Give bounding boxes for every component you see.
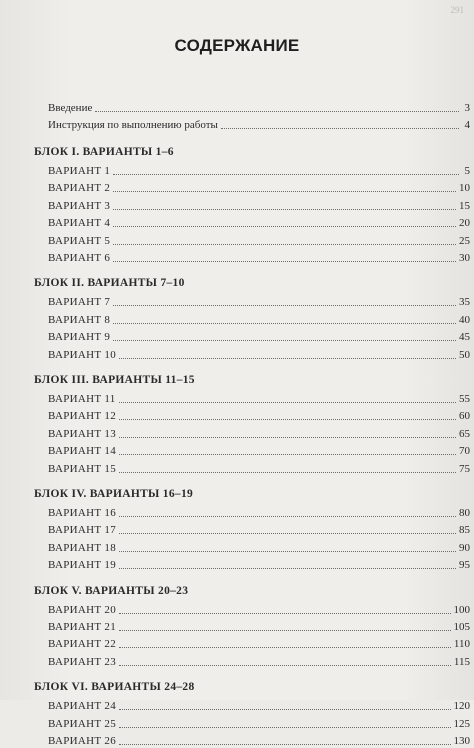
- toc-entry-page-number: 5: [464, 165, 470, 177]
- toc-variant-entry: [0, 557, 474, 572]
- toc-entry-label: ВАРИАНТ 4: [48, 217, 111, 230]
- dot-leader: [119, 708, 450, 710]
- toc-entry-label: ВАРИАНТ 19: [48, 559, 117, 572]
- toc-entry-page-number: 70: [459, 445, 470, 458]
- toc-entry-label: ВАРИАНТ 18: [48, 541, 117, 554]
- toc-entry-page-number: 110: [453, 638, 470, 651]
- toc-variant-entry: [0, 733, 474, 748]
- dot-leader: [113, 260, 456, 262]
- toc-variant-entry: [0, 250, 474, 265]
- dot-leader: [113, 173, 459, 175]
- toc-variant-entry: [0, 602, 474, 617]
- dot-leader: [113, 225, 456, 227]
- toc-entry-label: ВАРИАНТ 16: [48, 507, 117, 519]
- toc-variant-entry: [0, 347, 474, 362]
- toc-entry-label: Введение: [48, 102, 93, 114]
- toc-entry-page-number: 85: [459, 524, 470, 537]
- toc-entry-label: ВАРИАНТ 25: [48, 717, 117, 730]
- dot-leader: [119, 664, 451, 666]
- toc-entry-page-number: 90: [459, 541, 470, 554]
- toc-entry-page-number: 95: [459, 559, 470, 572]
- toc-variant-entry: [0, 233, 474, 248]
- toc-variant-entry: [0, 215, 474, 230]
- toc-variant-entry: [0, 522, 474, 537]
- toc-entry-page-number: 15: [459, 199, 470, 212]
- toc-entry-page-number: 130: [453, 735, 470, 747]
- toc-variant-entry: [0, 716, 474, 731]
- toc-entry-page-number: 105: [453, 621, 470, 633]
- toc-entry-page-number: 125: [453, 717, 470, 730]
- toc-variant-entry: [0, 443, 474, 458]
- toc-entry-label: ВАРИАНТ 21: [48, 621, 117, 633]
- toc-entry-page-number: 4: [464, 119, 470, 131]
- toc-entry-page-number: 3: [464, 102, 470, 114]
- toc-front-entry: [0, 100, 474, 115]
- dot-leader: [119, 515, 456, 517]
- toc-entry-label: ВАРИАНТ 13: [48, 427, 117, 440]
- toc-entry-page-number: 30: [459, 252, 470, 264]
- toc-entry-label: ВАРИАНТ 8: [48, 313, 111, 326]
- dot-leader: [113, 322, 456, 324]
- page-number-bleed: 291: [450, 5, 464, 15]
- dot-leader: [119, 532, 456, 534]
- toc-variant-entry: [0, 391, 474, 406]
- toc-variant-entry: [0, 408, 474, 423]
- toc-block-heading: БЛОК V. ВАРИАНТЫ 20–23: [34, 584, 189, 597]
- page-title: СОДЕРЖАНИЕ: [174, 36, 300, 55]
- dot-leader: [119, 436, 456, 438]
- toc-variant-entry: [0, 294, 474, 309]
- dot-leader: [119, 567, 456, 569]
- toc-block-heading: БЛОК II. ВАРИАНТЫ 7–10: [34, 277, 185, 290]
- toc-variant-entry: [0, 540, 474, 555]
- toc-entry-page-number: 25: [459, 234, 470, 247]
- toc-entry-label: ВАРИАНТ 7: [48, 296, 111, 309]
- toc-entry-page-number: 100: [453, 603, 470, 616]
- toc-entry-label: ВАРИАНТ 24: [48, 700, 117, 713]
- toc-entry-label: ВАРИАНТ 10: [48, 348, 117, 361]
- toc-entry-label: ВАРИАНТ 12: [48, 410, 117, 423]
- dot-leader: [119, 743, 450, 745]
- toc-entry-page-number: 10: [459, 182, 470, 195]
- toc-entry-page-number: 115: [453, 655, 470, 668]
- dot-leader: [119, 646, 451, 648]
- toc-entry-page-number: 45: [459, 331, 470, 344]
- toc-entry-label: ВАРИАНТ 23: [48, 655, 117, 668]
- toc-entry-page-number: 40: [459, 313, 470, 326]
- toc-entry-label: ВАРИАНТ 26: [48, 735, 117, 747]
- dot-leader: [119, 357, 456, 359]
- toc-variant-entry: [0, 619, 474, 634]
- toc-variant-entry: [0, 198, 474, 213]
- toc-entry-label: ВАРИАНТ 1: [48, 165, 111, 177]
- toc-entry-page-number: 20: [459, 217, 470, 230]
- toc-entry-label: ВАРИАНТ 2: [48, 182, 111, 195]
- toc-variant-entry: [0, 180, 474, 195]
- dot-leader: [119, 726, 450, 728]
- toc-entry-label: ВАРИАНТ 15: [48, 462, 117, 475]
- dot-leader: [221, 127, 459, 129]
- toc-block-heading: БЛОК IV. ВАРИАНТЫ 16–19: [34, 488, 194, 500]
- toc-variant-entry: [0, 426, 474, 441]
- toc-entry-page-number: 120: [453, 700, 470, 713]
- dot-leader: [113, 190, 456, 192]
- dot-leader: [119, 629, 450, 631]
- toc-block-heading: БЛОК III. ВАРИАНТЫ 11–15: [34, 374, 195, 386]
- dot-leader: [119, 453, 456, 455]
- toc-variant-entry: [0, 312, 474, 327]
- toc-entry-page-number: 80: [459, 507, 470, 519]
- dot-leader: [113, 243, 456, 245]
- toc-entry-page-number: 75: [459, 462, 470, 475]
- toc-entry-label: ВАРИАНТ 6: [48, 252, 111, 264]
- dot-leader: [119, 418, 456, 420]
- toc-variant-entry: [0, 636, 474, 651]
- dot-leader: [113, 208, 456, 210]
- toc-entry-label: ВАРИАНТ 20: [48, 603, 117, 616]
- dot-leader: [119, 612, 450, 614]
- toc-entry-page-number: 50: [459, 348, 470, 361]
- toc-variant-entry: [0, 163, 474, 178]
- dot-leader: [119, 471, 456, 473]
- toc-variant-entry: [0, 461, 474, 476]
- toc-entry-label: ВАРИАНТ 3: [48, 199, 111, 212]
- dot-leader: [119, 401, 456, 403]
- dot-leader: [119, 550, 456, 552]
- toc-entry-page-number: 65: [459, 427, 470, 440]
- toc-entry-label: ВАРИАНТ 9: [48, 331, 111, 344]
- toc-entry-label: ВАРИАНТ 17: [48, 524, 117, 537]
- toc-block-heading: БЛОК VI. ВАРИАНТЫ 24–28: [34, 681, 195, 694]
- toc-entry-label: ВАРИАНТ 11: [48, 393, 116, 405]
- toc-entry-label: Инструкция по выполнению работы: [48, 119, 218, 131]
- toc-entry-label: ВАРИАНТ 5: [48, 234, 111, 247]
- toc-variant-entry: [0, 329, 474, 344]
- dot-leader: [95, 110, 459, 112]
- toc-variant-entry: [0, 698, 474, 713]
- toc-entry-page-number: 35: [459, 296, 470, 309]
- toc-variant-entry: [0, 654, 474, 669]
- toc-entry-label: ВАРИАНТ 22: [48, 638, 117, 651]
- toc-entry-page-number: 55: [459, 393, 470, 405]
- toc-block-heading: БЛОК I. ВАРИАНТЫ 1–6: [34, 146, 174, 158]
- toc-entry-label: ВАРИАНТ 14: [48, 445, 117, 458]
- toc-variant-entry: [0, 505, 474, 520]
- dot-leader: [113, 339, 456, 341]
- toc-entry-page-number: 60: [459, 410, 470, 423]
- toc-front-entry: [0, 117, 474, 132]
- dot-leader: [113, 304, 456, 306]
